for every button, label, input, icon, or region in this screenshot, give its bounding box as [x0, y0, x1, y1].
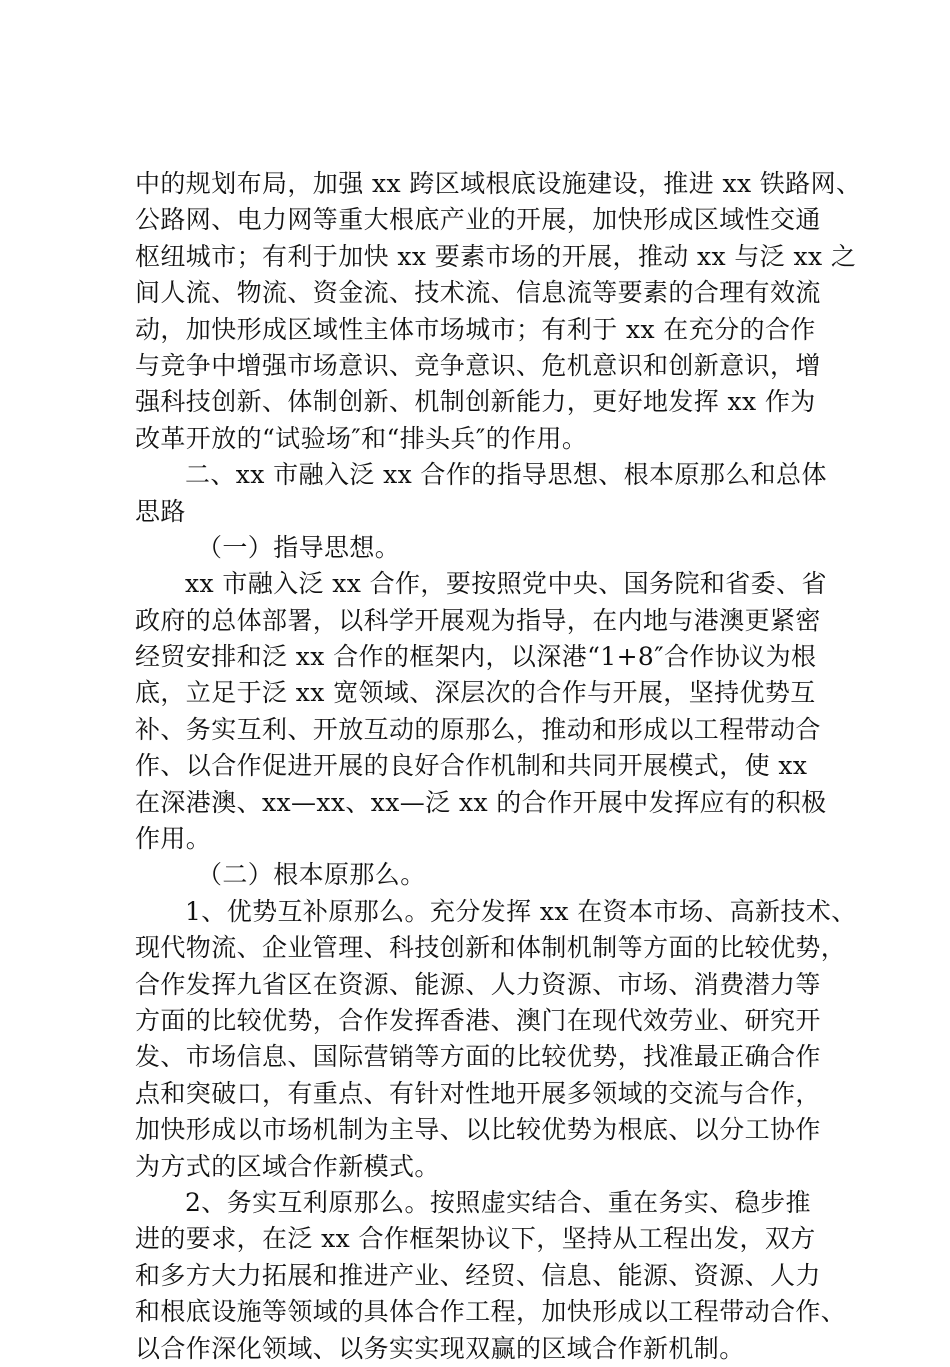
text-line: 和多方大力拓展和推进产业、经贸、信息、能源、资源、人力 [135, 1260, 821, 1290]
text-line: 和根底设施等领域的具体合作工程，加快形成以工程带动合作、 [135, 1297, 847, 1327]
text-line: xx 市融入泛 xx 合作，要按照党中央、国务院和省委、省 [185, 569, 827, 599]
subsection-heading: （一）指导思想。 [197, 532, 401, 562]
text-line: 动，加快形成区域性主体市场城市；有利于 xx 在充分的合作 [135, 314, 816, 344]
text-line: 政府的总体部署，以科学开展观为指导，在内地与港澳更紧密 [135, 605, 821, 635]
text-line: 为方式的区域合作新模式。 [135, 1151, 440, 1181]
text-line: 在深港澳、xx—xx、xx—泛 xx 的合作开展中发挥应有的积极 [135, 787, 827, 817]
text-line: 改革开放的“试验场″和“排头兵″的作用。 [135, 423, 588, 453]
text-line: 与竞争中增强市场意识、竞争意识、危机意识和创新意识，增 [135, 350, 821, 380]
text-line: 底，立足于泛 xx 宽领域、深层次的合作与开展，坚持优势互 [135, 678, 816, 708]
text-line: 现代物流、企业管理、科技创新和体制机制等方面的比较优势， [135, 933, 847, 963]
text-line: 加快形成以市场机制为主导、以比较优势为根底、以分工协作 [135, 1115, 821, 1145]
text-line: 枢纽城市；有利于加快 xx 要素市场的开展，推动 xx 与泛 xx 之 [135, 241, 857, 271]
text-line: 1、优势互补原那么。充分发挥 xx 在资本市场、高新技术、 [185, 896, 857, 926]
section-heading-continued: 思路 [135, 496, 186, 526]
text-line: 经贸安排和泛 xx 合作的框架内，以深港“1+8″合作协议为根 [135, 642, 817, 672]
text-line: 公路网、电力网等重大根底产业的开展，加快形成区域性交通 [135, 205, 821, 235]
text-line: 以合作深化领域、以务实实现双赢的区域合作新机制。 [135, 1333, 745, 1363]
subsection-heading: （二）根本原那么。 [197, 860, 426, 890]
text-line: 中的规划布局，加强 xx 跨区域根底设施建设，推进 xx 铁路网、 [135, 169, 862, 198]
text-line: 发、市场信息、国际营销等方面的比较优势，找准最正确合作 [135, 1042, 821, 1072]
section-heading: 二、xx 市融入泛 xx 合作的指导思想、根本原那么和总体 [185, 460, 827, 490]
text-line: 点和突破口，有重点、有针对性地开展多领域的交流与合作， [135, 1078, 821, 1108]
document-body [135, 166, 862, 1367]
text-line: 方面的比较优势，合作发挥香港、澳门在现代效劳业、研究开 [135, 1005, 821, 1035]
text-line: 作用。 [135, 824, 212, 854]
text-line: 进的要求，在泛 xx 合作框架协议下，坚持从工程出发，双方 [135, 1224, 816, 1254]
text-line: 补、务实互利、开放互动的原那么，推动和形成以工程带动合 [135, 714, 821, 744]
text-line: 合作发挥九省区在资源、能源、人力资源、市场、消费潜力等 [135, 969, 821, 999]
text-line: 间人流、物流、资金流、技术流、信息流等要素的合理有效流 [135, 278, 821, 308]
text-line: 作、以合作促进开展的良好合作机制和共同开展模式，使 xx [135, 751, 808, 781]
text-line: 强科技创新、体制创新、机制创新能力，更好地发挥 xx 作为 [135, 387, 816, 417]
text-line: 2、务实互利原那么。按照虚实结合、重在务实、稳步推 [185, 1187, 811, 1217]
